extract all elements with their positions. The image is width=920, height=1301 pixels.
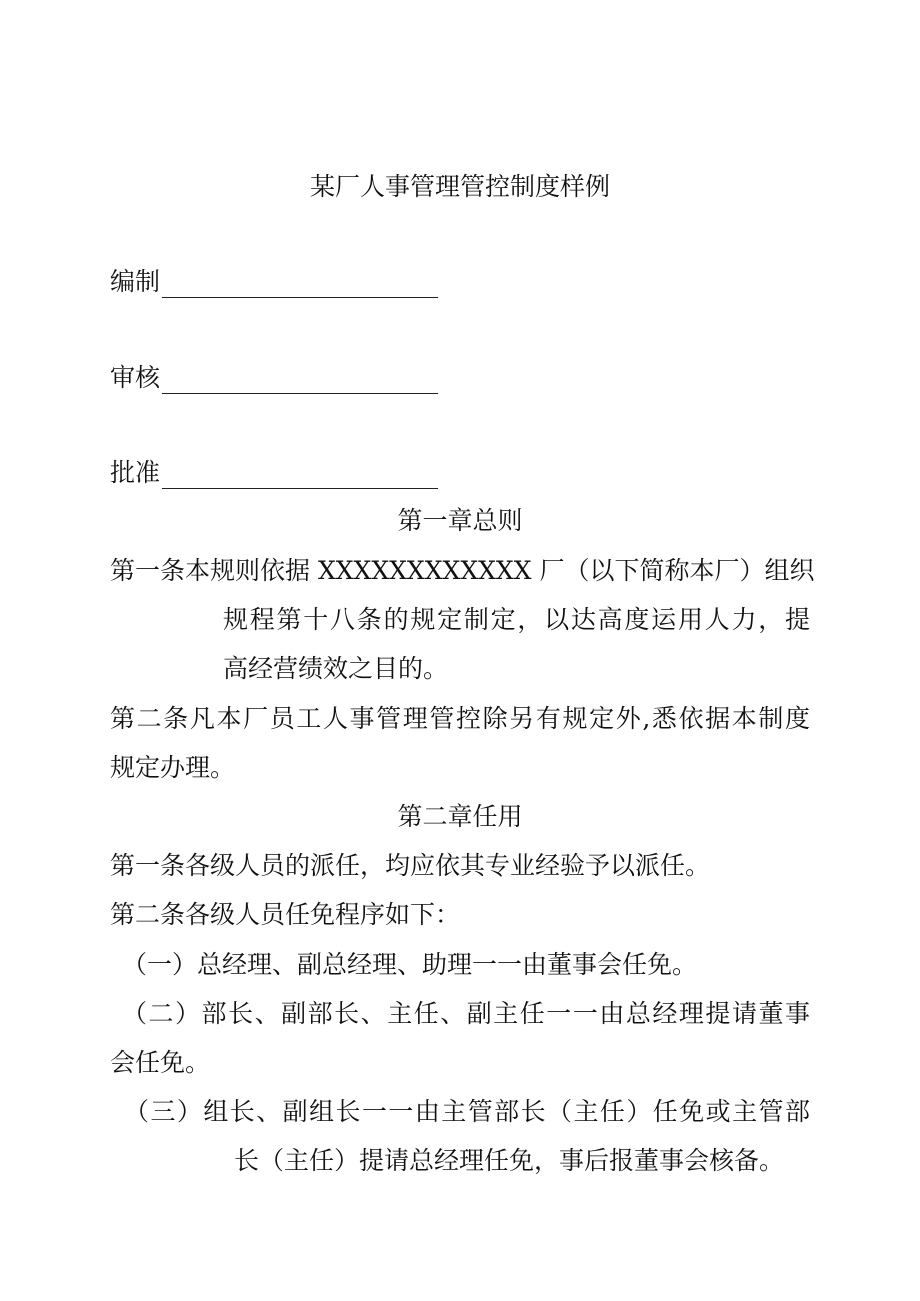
- list-item-continuation: 长（主任）提请总经理任免，事后报董事会核备。: [234, 1146, 785, 1175]
- article-line: 第二条凡本厂员工人事管理管控除另有规定外,悉依据本制度: [110, 704, 810, 733]
- signature-label: 审核: [110, 363, 161, 392]
- signature-label: 编制: [110, 267, 161, 296]
- document-title: 某厂人事管理管控制度样例: [309, 172, 610, 201]
- article-line: 第一条本规则依据 XXXXXXXXXXXX 厂（以下简称本厂）组织: [110, 556, 815, 585]
- signature-label: 批准: [110, 458, 161, 487]
- signature-line-compile: [110, 266, 438, 298]
- article-line: 规定办理。: [110, 753, 236, 782]
- signature-blank[interactable]: [162, 371, 438, 394]
- list-item-continuation: 会任免。: [110, 1048, 211, 1077]
- signature-blank[interactable]: [162, 466, 438, 489]
- article-line: 高经营绩效之目的。: [223, 654, 449, 683]
- list-item: （一）总经理、副总经理、助理一一由董事会任免。: [122, 950, 698, 979]
- list-item: （三）组长、副组长一一由主管部长（主任）任免或主管部: [124, 1097, 810, 1126]
- signature-blank[interactable]: [162, 275, 438, 298]
- signature-line-approve: [110, 457, 438, 489]
- article-line: 第一条各级人员的派任，均应依其专业经验予以派任。: [110, 851, 711, 880]
- signature-line-review: [110, 362, 438, 394]
- list-item: （二）部长、副部长、主任、副主任一一由总经理提请董事: [122, 999, 810, 1028]
- chapter-heading: 第二章任用: [397, 802, 523, 831]
- article-line: 第二条各级人员任免程序如下：: [110, 900, 461, 929]
- article-line: 规程第十八条的规定制定，以达高度运用人力，提: [223, 605, 810, 634]
- chapter-heading: 第一章总则: [397, 506, 523, 535]
